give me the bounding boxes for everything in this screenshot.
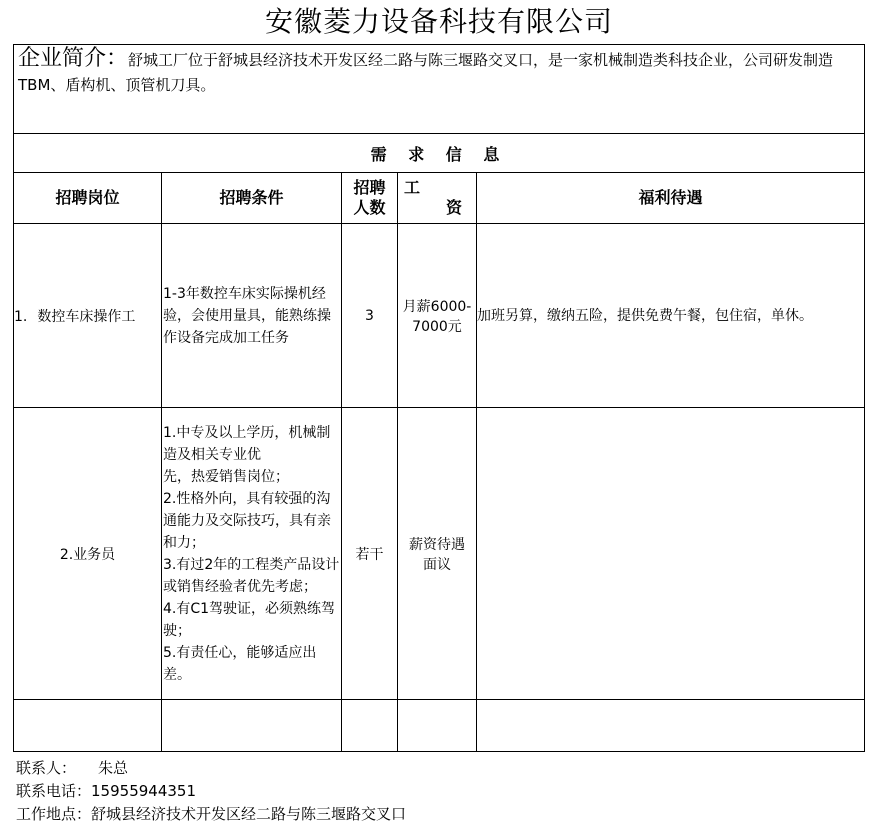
- empty-row: [14, 700, 865, 752]
- header-salary-part2: 资: [446, 198, 463, 217]
- job1-position-cell: [14, 224, 162, 408]
- intro-label: 企业简介：: [18, 46, 129, 71]
- job2-salary: [398, 408, 477, 700]
- empty-cell: [162, 700, 342, 752]
- company-title: 安徽菱力设备科技有限公司: [264, 5, 613, 38]
- job2-requirement-line: 2.性格外向，具有较强的沟通能力及交际技巧，具有亲和力；: [163, 490, 331, 551]
- header-welfare: 福利待遇: [477, 173, 865, 224]
- contact-name: 朱总: [98, 759, 129, 777]
- address-label: 工作地点：: [16, 805, 92, 823]
- contact-label: 联系人：: [16, 759, 77, 777]
- job2-welfare: [477, 408, 865, 700]
- intro-text: 舒城工厂位于舒城县经济技术开发区经二路与陈三堰路交叉口，是一家机械制造类科技企业，公司研发制造TBM、盾构机、顶管机刀具。: [18, 51, 834, 94]
- job1-salary-line1: 月薪6000-: [402, 298, 472, 315]
- section-title: 需 求 信 息: [14, 134, 865, 173]
- company-intro-cell: [14, 45, 865, 134]
- empty-cell: [14, 700, 162, 752]
- empty-cell: [398, 700, 477, 752]
- job2-count: 若干: [342, 408, 398, 700]
- empty-cell: [342, 700, 398, 752]
- job1-salary-line2: 7000元: [412, 318, 462, 335]
- job2-requirements: [162, 408, 342, 700]
- header-salary-part1: 工: [404, 178, 421, 197]
- job1-position: 数控车床操作工: [37, 308, 136, 325]
- job1-salary: [398, 224, 477, 408]
- job2-requirement-line: 5.有责任心，能够适应出差。: [163, 644, 317, 683]
- job2-requirement-line: 3.有过2年的工程类产品设计或销售经验者优先考虑；: [163, 556, 340, 595]
- job1-welfare: 加班另算，缴纳五险，提供免费午餐，包住宿，单休。: [477, 224, 865, 408]
- header-salary: [398, 173, 477, 224]
- job2-position: 2.业务员: [14, 408, 162, 700]
- job1-requirement-line: 1-3年数控车床实际操机经验，会使用量具，能熟练操作设备完成加工任务: [163, 285, 331, 346]
- header-count-line2: 人数: [353, 198, 386, 217]
- phone-line: [16, 780, 196, 802]
- job1-requirements: [162, 224, 342, 408]
- job1-count: 3: [342, 224, 398, 408]
- job2-requirement-line: 1.中专及以上学历，机械制造及相关专业优: [163, 424, 331, 463]
- header-position: 招聘岗位: [14, 173, 162, 224]
- job1-number: 1.: [14, 308, 28, 325]
- address-line: [16, 803, 406, 825]
- empty-cell: [477, 700, 865, 752]
- job2-requirement-line: 先，热爱销售岗位；: [163, 468, 289, 485]
- job2-requirement-line: 4.有C1驾驶证，必须熟练驾驶；: [163, 600, 336, 639]
- header-requirements: 招聘条件: [162, 173, 342, 224]
- phone-label: 联系电话：: [16, 782, 92, 800]
- address-text: 舒城县经济技术开发区经二路与陈三堰路交叉口: [91, 805, 407, 823]
- phone-number: 15955944351: [91, 782, 196, 800]
- header-count-line1: 招聘: [353, 178, 386, 197]
- recruitment-table: [13, 44, 865, 752]
- header-count: [342, 173, 398, 224]
- table-row: [14, 408, 865, 700]
- job2-salary-line1: 薪资待遇: [409, 536, 465, 553]
- contact-line: [16, 757, 128, 779]
- job2-salary-line2: 面议: [423, 556, 451, 573]
- header-row: [14, 173, 865, 224]
- table-row: [14, 224, 865, 408]
